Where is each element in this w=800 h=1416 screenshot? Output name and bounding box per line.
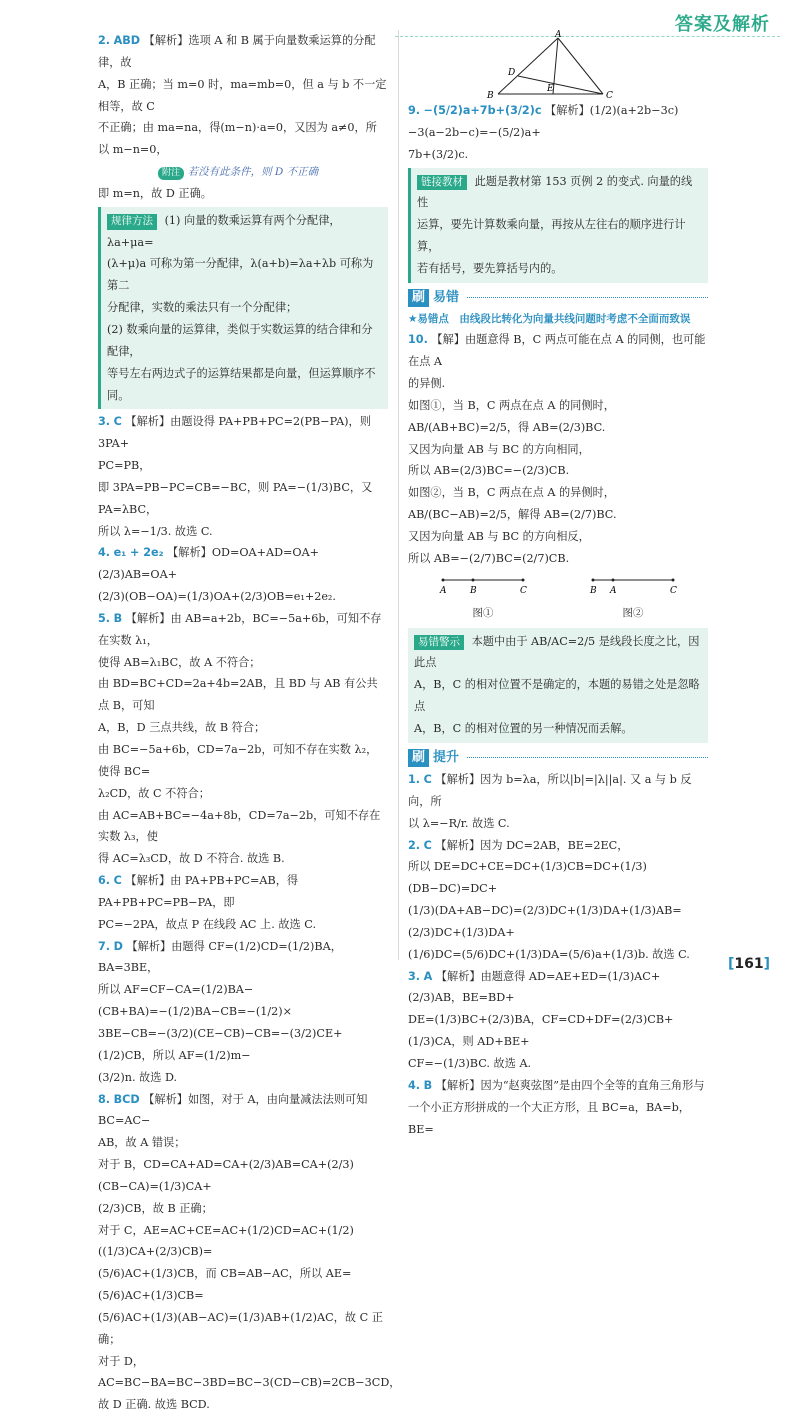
column-divider	[398, 30, 399, 960]
point-label-a: A	[554, 30, 562, 40]
solution-line: 所以 AB=−(2/7)BC=(2/7)CB.	[408, 548, 708, 570]
point-marker	[592, 578, 595, 581]
question-6	[98, 870, 388, 936]
solution-line: 【解】由题意得 B，C 两点可能在点 A 的同侧，也可能在点 A	[408, 333, 705, 368]
link-line: 运算，要先计算数乘向量，再按从左往右的顺序进行计算，	[417, 214, 702, 258]
link-box	[408, 168, 708, 283]
right-column	[408, 30, 708, 1140]
solution-line: 一个小正方形拼成的一个大正方形，且 BC=a，BA=b，BE=	[408, 1097, 708, 1141]
warning-line: A，B，C 的相对位置不是确定的，本题的易错之处是忽略点	[414, 674, 702, 718]
point-label: B	[589, 586, 597, 596]
solution-line: (1/3)(DA+AB−DC)=(2/3)DC+(1/3)DA+(1/3)AB=(2/3)DC+(1/3)DA+	[408, 900, 708, 944]
practice-4	[408, 1075, 708, 1141]
point-label: C	[670, 586, 677, 596]
solution-line: 对于 D，AC=BC−BA=BC−3BD=BC−3(CD−CB)=2CB−3CD，	[98, 1351, 388, 1395]
question-number: 1.	[408, 773, 420, 786]
point-label: B	[469, 586, 477, 596]
method-line: 分配律，实数的乘法只有一个分配律；	[107, 297, 382, 319]
solution-line: 又因为向量 AB 与 BC 的方向相同，	[408, 439, 708, 461]
warning-box	[408, 628, 708, 743]
question-number: 7.	[98, 940, 110, 953]
left-column	[98, 30, 388, 1416]
section-header-yicuo	[408, 289, 708, 307]
answer-label: C	[424, 839, 432, 852]
solution-line: 得 AC=λ₃CD，故 D 不符合. 故选 B.	[98, 848, 388, 870]
solution-line: 【解析】由题意得 AD=AE+ED=(1/3)AC+(2/3)AB，BE=BD+	[408, 970, 660, 1005]
bracket-left: [	[728, 956, 734, 972]
method-line: (1) 向量的数乘运算有两个分配律，λa+μa=	[107, 214, 341, 249]
question-10	[408, 329, 708, 569]
question-number: 5.	[98, 612, 110, 625]
section-dots	[467, 297, 708, 298]
solution-line: 的异侧.	[408, 373, 708, 395]
solution-line: PC=PB，	[98, 455, 388, 477]
solution-line: 由 AC=AB+BC=−4a+8b，CD=7a−2b，可知不存在实数 λ₃，使	[98, 805, 388, 849]
solution-line: (5/6)AC+(1/3)(AB−AC)=(1/3)AB+(1/2)AC，故 C 正确；	[98, 1307, 388, 1351]
figure-1	[438, 574, 528, 624]
point-marker	[442, 578, 445, 581]
method-line: 等号左右两边式子的运算结果都是向量，但运算顺序不同。	[107, 363, 382, 407]
warning-tag: 易错警示	[414, 635, 464, 651]
solution-line: 又因为向量 AB 与 BC 的方向相反，	[408, 526, 708, 548]
line-figures	[408, 574, 708, 624]
solution-line: 3BE−CB=−(3/2)(CE−CB)−CB=−(3/2)CE+(1/2)CB，所以 AF=(1/2)m−	[98, 1023, 388, 1067]
answer-label: A	[424, 970, 433, 983]
point-label-c: C	[606, 91, 613, 101]
point-label-d: D	[507, 68, 515, 78]
solution-line: (3/2)n. 故选 D.	[98, 1067, 388, 1089]
question-9	[408, 100, 708, 166]
triangle-figure-wrap	[408, 30, 708, 100]
point-label-e: E	[546, 84, 554, 94]
handwritten-note	[98, 161, 388, 183]
question-8	[98, 1089, 388, 1416]
practice-1	[408, 769, 708, 835]
solution-line: (2/3)(OB−OA)=(1/3)OA+(2/3)OB=e₁+2e₂.	[98, 586, 388, 608]
solution-line: 7b+(3/2)c.	[408, 144, 708, 166]
solution-line: A，B，D 三点共线，故 B 符合；	[98, 717, 388, 739]
solution-line: CF=−(1/3)BC. 故选 A.	[408, 1053, 708, 1075]
solution-line: (5/6)AC+(1/3)CB，而 CB=AB−AC，所以 AE=(5/6)AC+(1/3)CB=	[98, 1263, 388, 1307]
link-line: 若有括号，要先算括号内的。	[417, 258, 702, 280]
point-label: A	[439, 586, 447, 596]
page-number	[728, 956, 770, 972]
answer-label: −(5/2)a+7b+(3/2)c	[424, 104, 542, 117]
figure-2-line	[588, 574, 678, 596]
figure-2	[588, 574, 678, 624]
solution-line: 【解析】因为“赵爽弦图”是由四个全等的直角三角形与	[436, 1079, 705, 1092]
section-mark: 刷	[408, 289, 429, 307]
question-3	[98, 411, 388, 542]
point-label: C	[520, 586, 527, 596]
question-number: 3.	[408, 970, 420, 983]
answer-label: D	[114, 940, 123, 953]
solution-line: 如图②，当 B，C 两点在点 A 的异侧时，	[408, 482, 708, 504]
section-dots	[467, 757, 708, 758]
method-line: (2) 数乘向量的运算律，类似于实数运算的结合律和分配律，	[107, 319, 382, 363]
solution-line: 所以 DE=DC+CE=DC+(1/3)CB=DC+(1/3)(DB−DC)=DC+	[408, 856, 708, 900]
method-tag: 规律方法	[107, 214, 157, 230]
point-marker	[472, 578, 475, 581]
solution-line: (1/6)DC=(5/6)DC+(1/3)DA=(5/6)a+(1/3)b. 故选 C.	[408, 944, 708, 966]
question-number: 2.	[98, 34, 110, 47]
solution-line: 【解析】由 AB=a+2b，BC=−5a+6b，可知不存在实数 λ₁，	[98, 612, 382, 647]
solution-line: 【解析】由 PA+PB+PC=AB，得 PA+PB+PC=PB−PA，即	[98, 874, 298, 909]
section-mark: 刷	[408, 749, 429, 767]
note-text: 若没有此条件，则 D 不正确	[188, 166, 319, 178]
triangle-figure	[483, 30, 633, 100]
answer-label: ABD	[114, 34, 140, 47]
solution-line: 【解析】由题设得 PA+PB+PC=2(PB−PA)，则 3PA+	[98, 415, 371, 450]
answer-label: C	[424, 773, 432, 786]
solution-line: (2/3)CB，故 B 正确；	[98, 1198, 388, 1220]
figure-caption: 图①	[438, 603, 528, 623]
question-2	[98, 30, 388, 205]
solution-line: 【解析】选项 A 和 B 属于向量数乘运算的分配律，故	[98, 34, 376, 69]
page-header-title: 答案及解析	[675, 10, 770, 36]
solution-line: 【解析】由题得 CF=(1/2)CD=(1/2)BA，BA=3BE，	[98, 940, 342, 975]
solution-line: AB/(AB+BC)=2/5，得 AB=(2/3)BC.	[408, 417, 708, 439]
solution-line: 故 D 正确. 故选 BCD.	[98, 1394, 388, 1416]
point-label-b: B	[486, 91, 494, 101]
solution-line: 对于 B，CD=CA+AD=CA+(2/3)AB=CA+(2/3)(CB−CA)=(1/3)CA+	[98, 1154, 388, 1198]
point-marker	[522, 578, 525, 581]
section-title: 提升	[429, 749, 463, 767]
error-point-line: ★易错点 由线段比转化为向量共线问题时考虑不全面而致误	[408, 309, 708, 329]
link-line: 此题是教材第 153 页例 2 的变式. 向量的线性	[417, 175, 692, 210]
section-title: 易错	[429, 289, 463, 307]
warning-line: A，B，C 的相对位置的另一种情况而丢解。	[414, 718, 702, 740]
answer-label: BCD	[114, 1093, 140, 1106]
figure-1-line	[438, 574, 528, 596]
answer-label: B	[114, 612, 123, 625]
solution-line: 所以 AB=(2/3)BC=−(2/3)CB.	[408, 460, 708, 482]
question-number: 4.	[408, 1079, 420, 1092]
solution-line: 由 BC=−5a+6b，CD=7a−2b，可知不存在实数 λ₂，使得 BC=	[98, 739, 388, 783]
solution-line: 如图①，当 B，C 两点在点 A 的同侧时，	[408, 395, 708, 417]
warning-line: 本题中由于 AB/AC=2/5 是线段长度之比，因此点	[414, 635, 699, 670]
answer-label: e₁ + 2e₂	[114, 546, 164, 559]
solution-line: 【解析】(1/2)(a+2b−3c)−3(a−2b−c)=−(5/2)a+	[408, 104, 678, 139]
page-number-value: 161	[734, 956, 763, 972]
point-marker	[612, 578, 615, 581]
note-pill: 附注	[158, 167, 184, 180]
answer-label: C	[114, 874, 122, 887]
solution-line: 由 BD=BC+CD=2a+4b=2AB，且 BD 与 AB 有公共点 B，可知	[98, 673, 388, 717]
practice-2	[408, 835, 708, 966]
solution-line: 所以 AF=CF−CA=(1/2)BA−(CB+BA)=−(1/2)BA−CB=−(1/2)×	[98, 979, 388, 1023]
solution-line: 【解析】如图，对于 A，由向量减法法则可知 BC=AC−	[98, 1093, 367, 1128]
question-number: 6.	[98, 874, 110, 887]
figure-caption: 图②	[588, 603, 678, 623]
solution-line: 不正确；由 ma=na，得(m−n)·a=0，又因为 a≠0，所以 m−n=0，	[98, 117, 388, 161]
solution-line: 对于 C，AE=AC+CE=AC+(1/2)CD=AC+(1/2)((1/3)CA+(2/3)CB)=	[98, 1220, 388, 1264]
question-number: 8.	[98, 1093, 110, 1106]
question-number: 4.	[98, 546, 110, 559]
solution-line: DE=(1/3)BC+(2/3)BA，CF=CD+DF=(2/3)CB+(1/3)CA，则 AD+BE+	[408, 1009, 708, 1053]
question-number: 3.	[98, 415, 110, 428]
link-tag: 链接教材	[417, 175, 467, 191]
solution-line: 即 m=n，故 D 正确。	[98, 183, 388, 205]
solution-line: 即 3PA=PB−PC=CB=−BC，则 PA=−(1/3)BC，又 PA=λBC，	[98, 477, 388, 521]
solution-line: A，B 正确；当 m=0 时，ma=mb=0，但 a 与 b 不一定相等，故 C	[98, 74, 388, 118]
bracket-right: ]	[764, 956, 770, 972]
method-box	[98, 207, 388, 410]
answer-label: C	[114, 415, 122, 428]
solution-line: AB/(BC−AB)=2/5，解得 AB=(2/7)BC.	[408, 504, 708, 526]
solution-line: PC=−2PA，故点 P 在线段 AC 上. 故选 C.	[98, 914, 388, 936]
point-marker	[672, 578, 675, 581]
question-number: 10.	[408, 333, 428, 346]
section-header-tisheng	[408, 749, 708, 767]
solution-line: λ₂CD，故 C 不符合；	[98, 783, 388, 805]
question-4	[98, 542, 388, 608]
practice-3	[408, 966, 708, 1075]
solution-line: 【解析】OD=OA+AD=OA+(2/3)AB=OA+	[98, 546, 319, 581]
question-number: 2.	[408, 839, 420, 852]
question-number: 9.	[408, 104, 420, 117]
solution-line: AB，故 A 错误；	[98, 1132, 388, 1154]
answer-label: B	[424, 1079, 433, 1092]
solution-line: 以 λ=−R/r. 故选 C.	[408, 813, 708, 835]
solution-line: 所以 λ=−1/3. 故选 C.	[98, 521, 388, 543]
solution-line: 【解析】因为 DC=2AB，BE=2EC，	[435, 839, 628, 852]
question-7	[98, 936, 388, 1089]
point-label: A	[609, 586, 617, 596]
method-line: (λ+μ)a 可称为第一分配律，λ(a+b)=λa+λb 可称为第二	[107, 253, 382, 297]
segment-a-foot	[553, 38, 558, 94]
question-5	[98, 608, 388, 870]
solution-line: 【解析】因为 b=λa，所以|b|=|λ||a|. 又 a 与 b 反向，所	[408, 773, 692, 808]
solution-line: 使得 AB=λ₁BC，故 A 不符合；	[98, 652, 388, 674]
